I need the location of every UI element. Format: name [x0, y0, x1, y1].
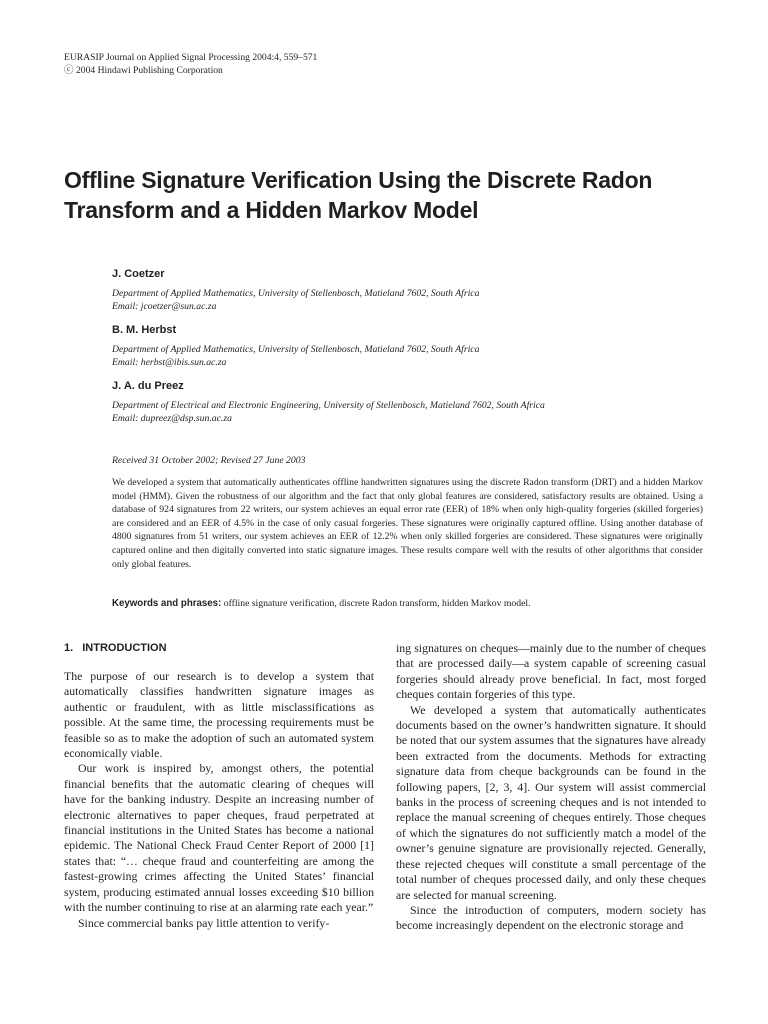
author-email: Email: herbst@ibis.sun.ac.za	[112, 356, 227, 368]
body-paragraph: The purpose of our research is to develop a system that automatically classifies handwritten signature images as authentic or fraudulent, with as little misclassifications as possible. At the same time, the processing requirements must be feasible so as to make the adoption of such an automated system economically viable.	[64, 669, 374, 761]
right-column	[396, 641, 706, 934]
author-name: J. A. du Preez	[112, 380, 184, 392]
author-email: Email: dupreez@dsp.sun.ac.za	[112, 412, 232, 424]
keywords-text: offline signature verification, discrete Radon transform, hidden Markov model.	[223, 598, 531, 609]
keywords	[112, 597, 703, 610]
author-name: B. M. Herbst	[112, 324, 177, 336]
title-line-2: Transform and a Hidden Markov Model	[64, 197, 479, 223]
body-paragraph: ing signatures on cheques—mainly due to the number of cheques that are processed daily—a system capable of screening casual forgeries should already prove beneficial. In fact, most forged cheques contain forgeries of this type.	[396, 641, 706, 702]
paper-title	[64, 165, 724, 225]
journal-citation: EURASIP Journal on Applied Signal Processing 2004:4, 559–571	[64, 52, 318, 63]
section-heading: 1. INTRODUCTION	[64, 642, 167, 654]
copyright-notice: ⓒ 2004 Hindawi Publishing Corporation	[64, 65, 223, 76]
author-block	[112, 323, 732, 369]
author-affiliation: Department of Applied Mathematics, University of Stellenbosch, Matieland 7602, South Africa	[112, 288, 480, 299]
author-block	[112, 379, 732, 425]
abstract: We developed a system that automatically authenticates offline handwritten signatures using the discrete Radon transform (DRT) and a hidden Markov model (HMM). Given the robustness of our algorithm and the fact that only global features are considered, satisfactory results are obtained. Using a database of 924 signatures from 22 writers, our system achieves an equal error rate (EER) of 18% when only high-quality forgeries (skilled forgeries) are considered and an EER of 4.5% in the case of only casual forgeries. These signatures were originally captured offline. Using another database of 4800 signatures from 51 writers, our system achieves an EER of 12.2% when only skilled forgeries are considered. These signatures were originally captured online and then digitally converted into static signature images. These results compare well with the results of other algorithms that consider only global features.	[112, 477, 703, 570]
author-list	[112, 267, 732, 435]
author-affiliation: Department of Electrical and Electronic Engineering, University of Stellenbosch, Matieland 7602, South Africa	[112, 400, 545, 411]
body-paragraph: We developed a system that automatically authenticates documents based on the owner’s handwritten signature. It should be noted that our system assumes that the signatures have already been extracted from the documents. Methods for extracting signature data from cheque backgrounds can be found in the following papers, [2, 3, 4]. Our system will assist commercial banks in the process of screening cheques and is not intended to replace the manual screening of cheques entirely. Those cheques of which the signatures do not sufficiently match a model of the owner’s genuine signature are provisionally rejected. Generally, these rejected cheques will constitute a small percentage of the total number of cheques processed daily, and only these cheques are selected for manual screening.	[396, 702, 706, 902]
received-dates: Received 31 October 2002; Revised 27 June 2003	[112, 455, 306, 466]
author-affiliation: Department of Applied Mathematics, University of Stellenbosch, Matieland 7602, South Africa	[112, 344, 480, 355]
keywords-label: Keywords and phrases:	[112, 598, 222, 609]
left-column	[64, 641, 374, 931]
body-paragraph: Our work is inspired by, amongst others, the potential financial benefits that the automatic clearing of cheques will have for the banking industry. Despite an increasing number of electronic alternatives to paper cheques, fraud perpetrated at financial institutions in the United States has become a national epidemic. The National Check Fraud Center Report of 2000 [1] states that: “… cheque fraud and counterfeiting are among the fastest-growing crimes affecting the United States’ financial system, producing estimated annual losses exceeding $10 billion with the number continuing to rise at an alarming rate each year.”	[64, 761, 374, 915]
body-paragraph: Since commercial banks pay little attention to verify-	[78, 915, 330, 930]
author-name: J. Coetzer	[112, 268, 165, 280]
author-email: Email: jcoetzer@sun.ac.za	[112, 300, 217, 312]
body-paragraph: Since the introduction of computers, modern society has become increasingly dependent on the electronic storage and	[396, 902, 706, 933]
title-line-1: Offline Signature Verification Using the Discrete Radon	[64, 167, 653, 193]
journal-header	[64, 51, 317, 77]
author-block	[112, 267, 732, 313]
